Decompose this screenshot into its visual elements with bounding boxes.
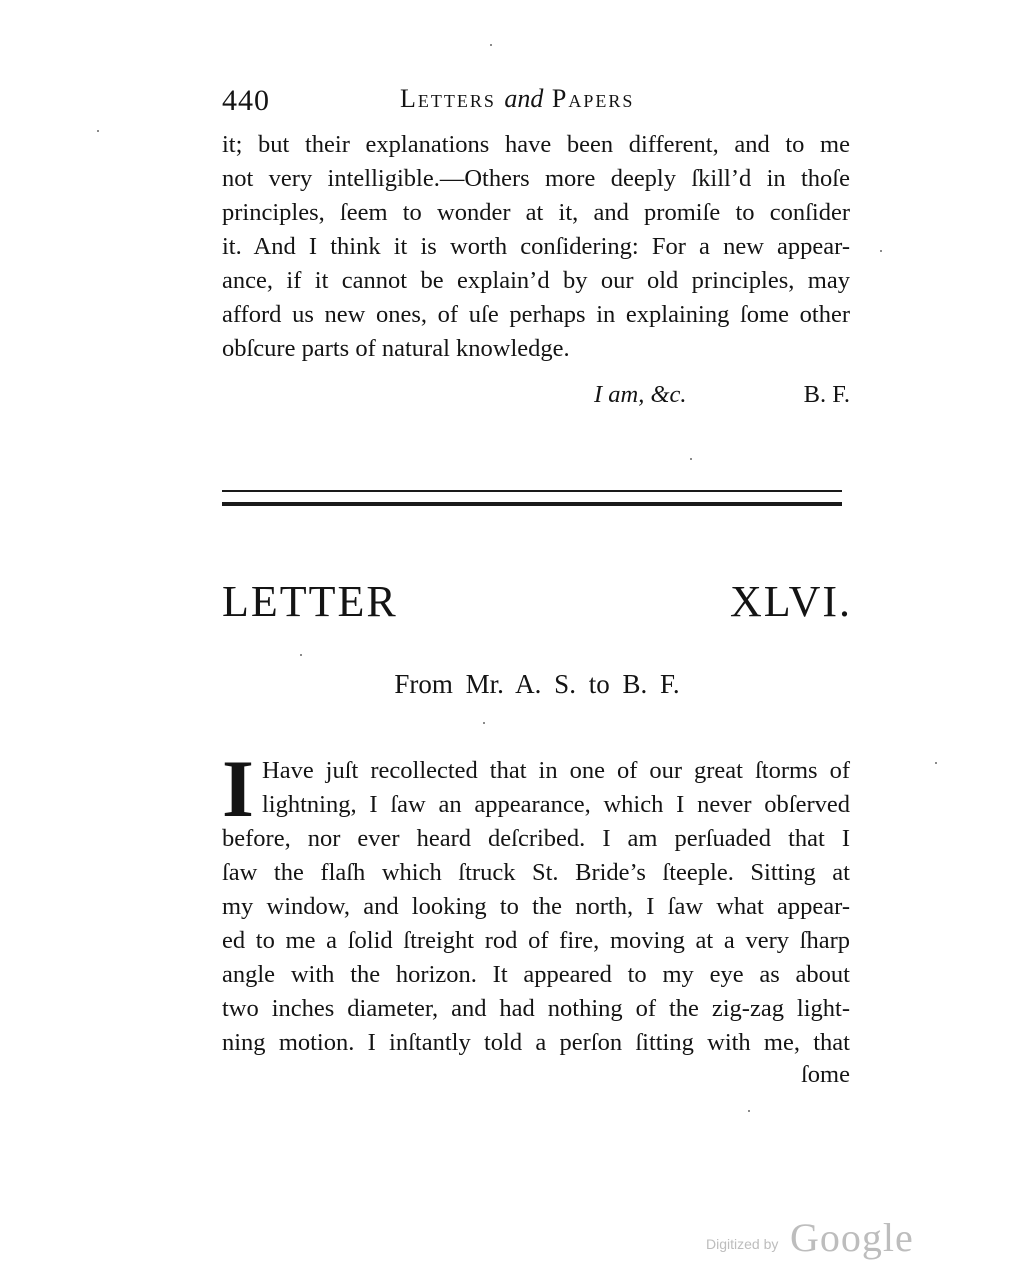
running-title-papers: Papers: [551, 84, 635, 113]
letter-body: [222, 743, 850, 1060]
text-line: ed to me a ſolid ſtreight rod of fire, moving at a very ſharp: [222, 927, 850, 954]
scan-speck: [483, 722, 485, 724]
text-line: principles, ſeem to wonder at it, and promiſe to conſider: [222, 199, 850, 226]
top-paragraph: [222, 128, 850, 366]
text-line: ſaw the flaſh which ſtruck St. Bride’s ſteeple. Sitting at: [222, 859, 850, 886]
letter-heading: LETTER XLVI.: [222, 577, 852, 626]
running-title-and: and: [504, 84, 544, 113]
signoff-closing: I am, &c.: [594, 381, 687, 408]
text-line: ance, if it cannot be explain’d by our old principles, may: [222, 267, 850, 294]
text-line: obſcure parts of natural knowledge.: [222, 335, 570, 362]
scan-speck: [748, 1110, 750, 1112]
section-rule-thick: [222, 502, 842, 506]
running-title-letters: Letters: [400, 84, 496, 113]
watermark-logo: Google: [790, 1215, 914, 1260]
text-line: two inches diameter, and had nothing of the zig-zag light-: [222, 995, 850, 1022]
text-line: lightning, I ſaw an appearance, which I never obſerved: [262, 791, 850, 818]
scan-speck: [690, 458, 692, 460]
scan-speck: [490, 44, 492, 46]
drop-cap: I: [222, 743, 254, 834]
text-line: it. And I think it is worth conſidering: For a new appear-: [222, 233, 850, 260]
text-line: ning motion. I inſtantly told a perſon ſitting with me, that: [222, 1029, 850, 1056]
scan-speck: [97, 130, 99, 132]
text-line: it; but their explanations have been different, and to me: [222, 131, 850, 158]
text-line: my window, and looking to the north, I ſaw what appear-: [222, 893, 850, 920]
signoff: [222, 378, 850, 412]
section-rule-thin: [222, 490, 842, 492]
signoff-initials: B. F.: [803, 381, 850, 408]
text-line: before, nor ever heard deſcribed. I am perſuaded that I: [222, 825, 850, 852]
scan-speck: [300, 654, 302, 656]
scan-speck: [935, 762, 937, 764]
text-line: not very intelligible.—Others more deeply ſkill’d in thoſe: [222, 165, 850, 192]
running-title: [400, 84, 634, 114]
text-line: angle with the horizon. It appeared to my eye as about: [222, 961, 850, 988]
running-head: [222, 82, 692, 122]
letter-from: From Mr. A. S. to B. F.: [394, 669, 680, 699]
text-line: Have juſt recollected that in one of our great ſtorms of: [262, 757, 850, 784]
catchword: ſome: [801, 1061, 850, 1088]
watermark-prefix: Digitized by: [706, 1236, 779, 1252]
digitization-watermark: [706, 1214, 916, 1260]
text-line: afford us new ones, of uſe perhaps in explaining ſome other: [222, 301, 850, 328]
scan-speck: [880, 250, 882, 252]
page-number: 440: [222, 84, 270, 117]
